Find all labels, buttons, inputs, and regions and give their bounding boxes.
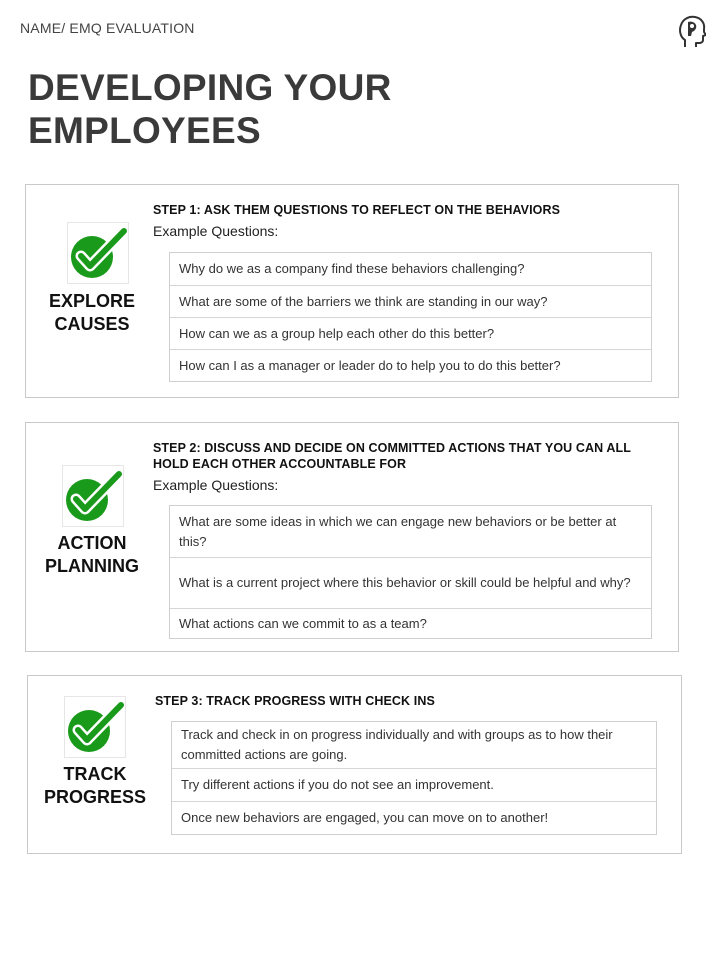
- question-row: Why do we as a company find these behaviors challenging?: [179, 261, 525, 276]
- question-row: How can we as a group help each other do this better?: [170, 317, 651, 349]
- checkmark-icon: [62, 465, 124, 527]
- head-gear-icon: [678, 15, 706, 49]
- step-heading: STEP 1: ASK THEM QUESTIONS TO REFLECT ON THE BEHAVIORS: [153, 203, 561, 217]
- step-label: [37, 532, 147, 578]
- step-label: [40, 763, 150, 809]
- step-label-line-1: EXPLORE: [48, 291, 136, 311]
- step-heading: STEP 3: TRACK PROGRESS WITH CHECK INS: [155, 694, 435, 708]
- page-title-line-1: DEVELOPING YOUR: [28, 67, 392, 108]
- step-label-line-1: ACTION: [57, 533, 127, 553]
- questions-table: [169, 252, 652, 382]
- question-row: How can I as a manager or leader do to help you to do this better?: [170, 349, 651, 381]
- progress-row: Once new behaviors are engaged, you can move on to another!: [172, 801, 656, 834]
- step-label-line-2: PROGRESS: [43, 787, 147, 807]
- step-label-line-2: PLANNING: [45, 556, 139, 576]
- page-title: [28, 66, 488, 152]
- questions-table: [169, 505, 652, 639]
- header-label: NAME/ EMQ EVALUATION: [20, 20, 195, 36]
- step-card-track-progress: [27, 675, 682, 854]
- step-subheading: Example Questions:: [153, 477, 279, 493]
- step-card-explore-causes: [25, 184, 679, 398]
- question-row: What are some ideas in which we can engage new behaviors or be better at this?: [179, 513, 617, 549]
- question-row: What is a current project where this behavior or skill could be helpful and why?: [170, 557, 651, 608]
- step-card-action-planning: [25, 422, 679, 652]
- progress-row: Try different actions if you do not see an improvement.: [172, 768, 656, 801]
- checkmark-icon: [67, 222, 129, 284]
- progress-row: Track and check in on progress individually and with groups as to how their committed actions are going.: [181, 727, 613, 762]
- step-subheading: Example Questions:: [153, 223, 279, 239]
- progress-table: [171, 721, 657, 835]
- step-label-line-1: TRACK: [63, 764, 127, 784]
- question-row: What are some of the barriers we think are standing in our way?: [170, 285, 651, 317]
- question-row: What actions can we commit to as a team?: [170, 608, 651, 638]
- step-label: [37, 290, 147, 336]
- step-heading: STEP 2: DISCUSS AND DECIDE ON COMMITTED ACTIONS THAT YOU CAN ALL HOLD EACH OTHER ACCOUNTABLE FOR: [153, 441, 631, 471]
- step-label-line-2: CAUSES: [54, 314, 130, 334]
- checkmark-icon: [64, 696, 126, 758]
- page-title-line-2: EMPLOYEES: [28, 110, 261, 151]
